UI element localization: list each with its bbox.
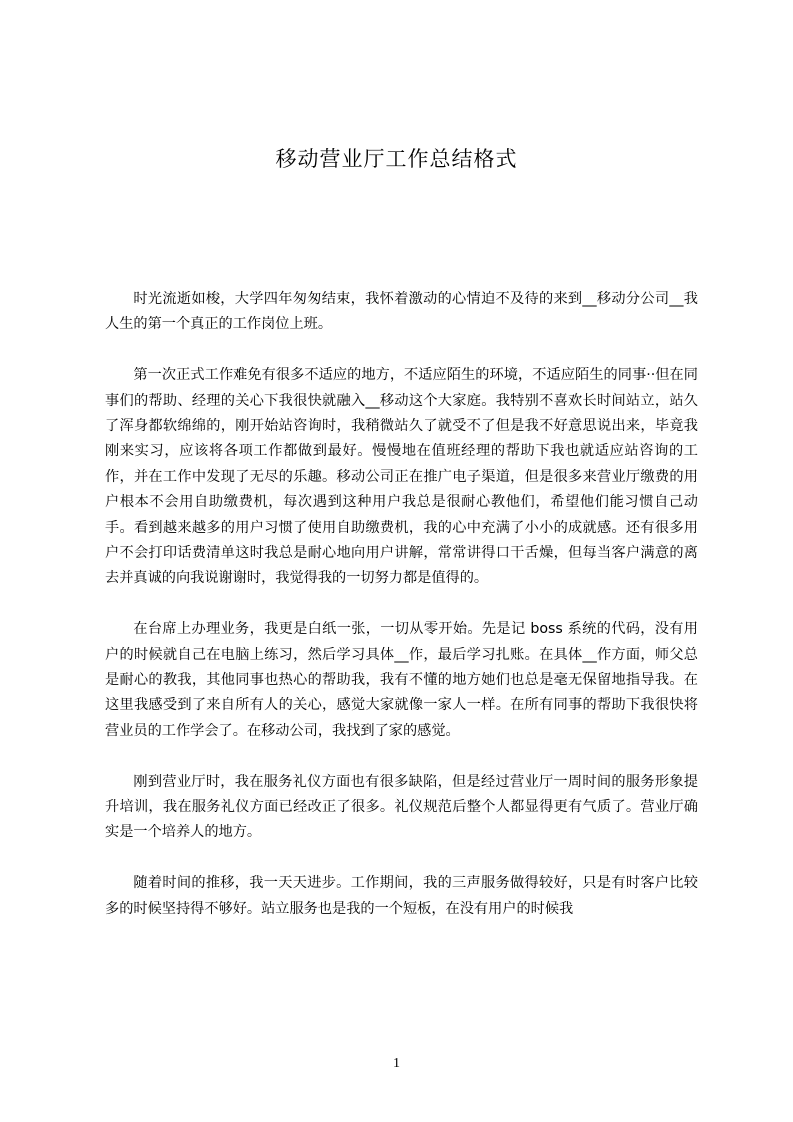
page-number: 1 xyxy=(393,1056,400,1071)
paragraph-4: 刚到营业厅时，我在服务礼仪方面也有很多缺陷，但是经过营业厅一周时间的服务形象提升培训，我在服务礼仪方面已经改正了很多。礼仪规范后整个人都显得更有气质了。营业厅确实是一个培养人的地方。 xyxy=(105,773,698,841)
paragraph-1: 时光流逝如梭，大学四年匆匆结束，我怀着激动的心情迫不及待的来到__移动分公司__我人生的第一个真正的工作岗位上班。 xyxy=(105,291,698,333)
paragraph-2: 第一次正式工作难免有很多不适应的地方，不适应陌生的环境，不适应陌生的同事··但在同事们的帮助、经理的关心下我很快就融入__移动这个大家庭。我特别不喜欢长时间站立，站久了浑身都软绵绵的，刚开始站咨询时，我稍微站久了就受不了但是我不好意思说出来，毕竟我刚来实习，应该将各项工作都做到最好。慢慢地在值班经理的帮助下我也就适应站咨询的工作，并在工作中发现了无尽的乐趣。移动公司正在推广电子渠道，但是很多来营业厅缴费的用户根本不会用自助缴费机，每次遇到这种用户我总是很耐心教他们，希望他们能习惯自己动手。看到越来越多的用户习惯了使用自助缴费机，我的心中充满了小小的成就感。还有很多用户不会打印话费清单这时我总是耐心地向用户讲解，常常讲得口干舌燥，但每当客户满意的离去并真诚的向我说谢谢时，我觉得我的一切努力都是值得的。 xyxy=(105,367,698,587)
paragraph-5: 随着时间的推移，我一天天进步。工作期间，我的三声服务做得较好，只是有时客户比较多的时候坚持得不够好。站立服务也是我的一个短板，在没有用户的时候我 xyxy=(105,875,698,917)
paragraph-3: 在台席上办理业务，我更是白纸一张，一切从零开始。先是记 boss 系统的代码，没有用户的时候就自己在电脑上练习，然后学习具体__作，最后学习扎账。在具体__作方面，师父总是耐心的教我，其他同事也热心的帮助我，我有不懂的地方她们也总是毫无保留地指导我。在这里我感受到了来自所有人的关心，感觉大家就像一家人一样。在所有同事的帮助下我很快将营业员的工作学会了。在移动公司，我找到了家的感觉。 xyxy=(105,621,698,739)
document-title: 移动营业厅工作总结格式 xyxy=(275,147,518,171)
document-body xyxy=(105,287,698,947)
